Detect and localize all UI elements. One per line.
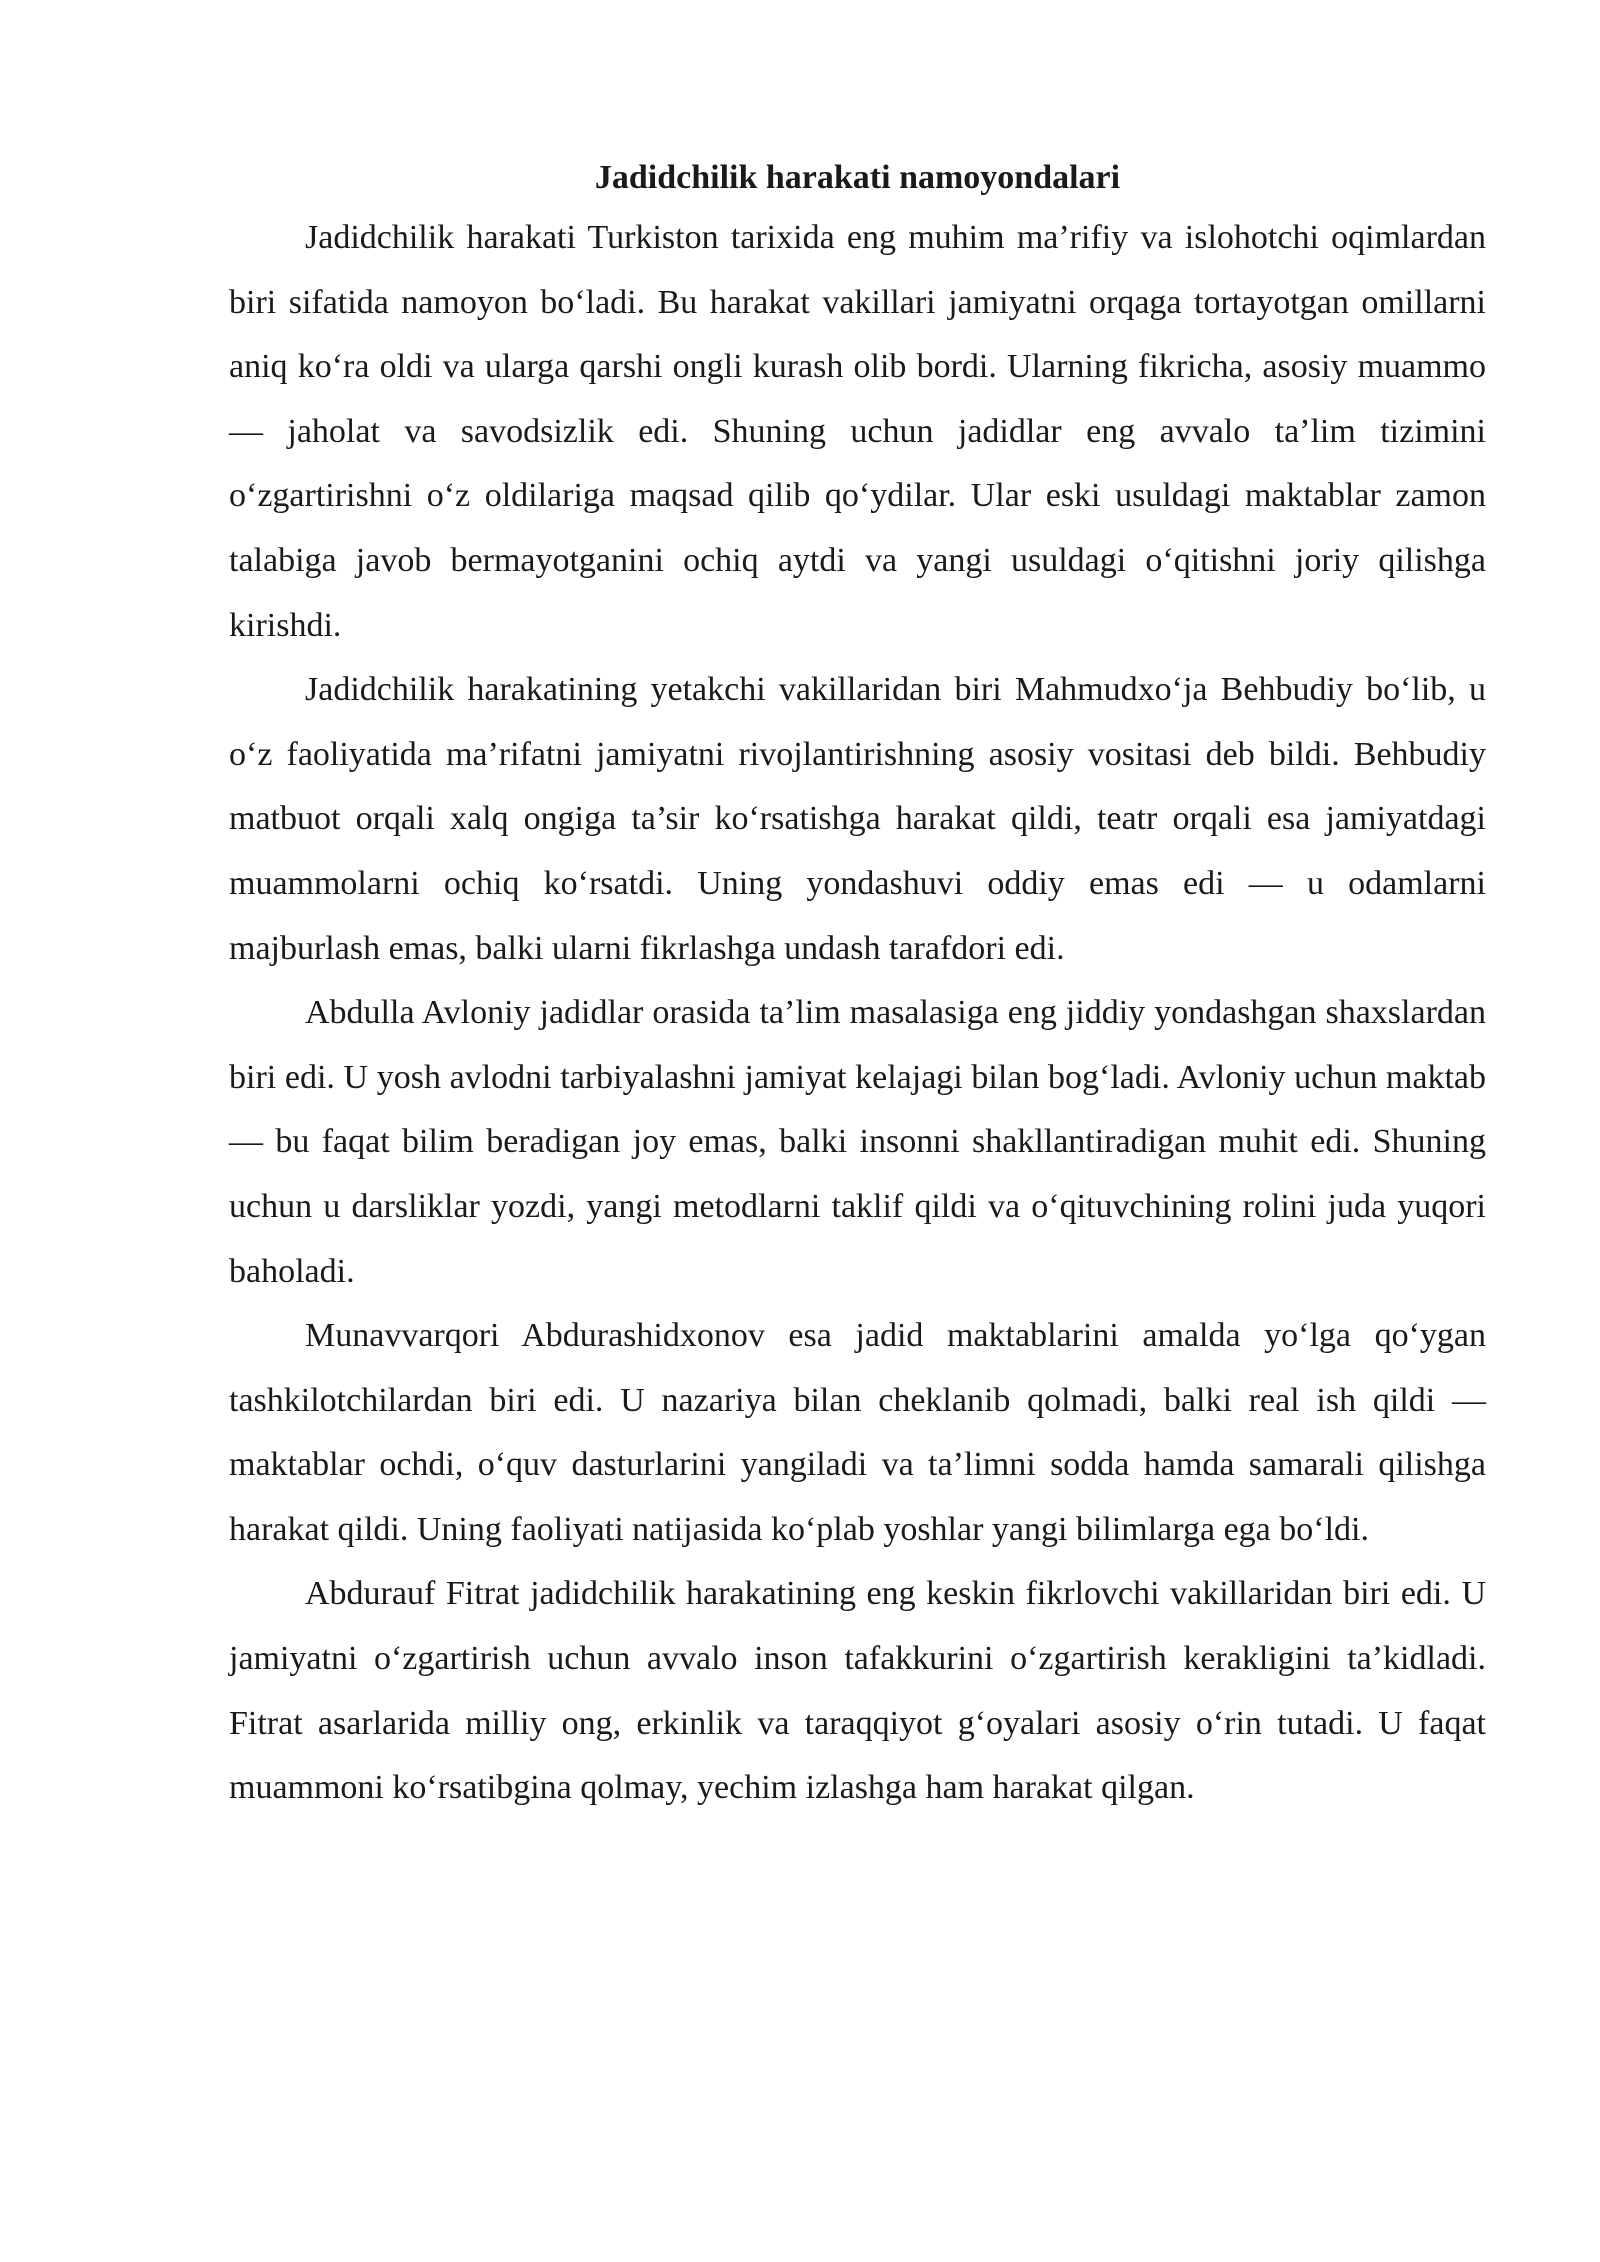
paragraph-5: Abdurauf Fitrat jadidchilik harakatining eng keskin fikrlovchi vakillaridan biri edi. U jamiyatni o‘zgartirish uchun avvalo inson tafakkurini o‘zgartirish kerakligini ta’kidladi. Fitrat asarlarida milliy ong, erkinlik va taraqqiyot g‘oyalari asosiy o‘rin tutadi. U faqat muammoni ko‘rsatibgina qolmay, yechim izlashga ham harakat qilgan. [229,1575,1486,1807]
paragraph-3: Abdulla Avloniy jadidlar orasida ta’lim masalasiga eng jiddiy yondashgan shaxslardan biri edi. U yosh avlodni tarbiyalashni jamiyat kelajagi bilan bog‘ladi. Avloniy uchun maktab — bu faqat bilim beradigan joy emas, balki insonni shakllantiradigan muhit edi. Shuning uchun u darsliklar yozdi, yangi metodlarni taklif qildi va o‘qituvchining rolini juda yuqori baholadi. [229,994,1486,1290]
paragraph-1: Jadidchilik harakati Turkiston tarixida eng muhim ma’rifiy va islohotchi oqimlardan biri sifatida namoyon bo‘ladi. Bu harakat vakillari jamiyatni orqaga tortayotgan omillarni aniq ko‘ra oldi va ularga qarshi ongli kurash olib bordi. Ularning fikricha, asosiy muammo — jaholat va savodsizlik edi. Shuning uchun jadidlar eng avvalo ta’lim tizimini o‘zgartirishni o‘z oldilariga maqsad qilib qo‘ydilar. Ular eski usuldagi maktablar zamon talabiga javob bermayotganini ochiq aytdi va yangi usuldagi o‘qitishni joriy qilishga kirishdi. [229,219,1486,644]
document-body [229,150,1486,1821]
paragraph-2: Jadidchilik harakatining yetakchi vakillaridan biri Mahmudxo‘ja Behbudiy bo‘lib, u o‘z faoliyatida ma’rifatni jamiyatni rivojlantirishning asosiy vositasi deb bildi. Behbudiy matbuot orqali xalq ongiga ta’sir ko‘rsatishga harakat qildi, teatr orqali esa jamiyatdagi muammolarni ochiq ko‘rsatdi. Uning yondashuvi oddiy emas edi — u odamlarni majburlash emas, balki ularni fikrlashga undash tarafdori edi. [229,671,1486,967]
paragraph-4: Munavvarqori Abdurashidxonov esa jadid maktablarini amalda yo‘lga qo‘ygan tashkilotchilardan biri edi. U nazariya bilan cheklanib qolmadi, balki real ish qildi — maktablar ochdi, o‘quv dasturlarini yangiladi va ta’limni sodda hamda samarali qilishga harakat qildi. Uning faoliyati natijasida ko‘plab yoshlar yangi bilimlarga ega bo‘ldi. [229,1317,1486,1548]
document-title: Jadidchilik harakati namoyondalari [594,159,1121,196]
